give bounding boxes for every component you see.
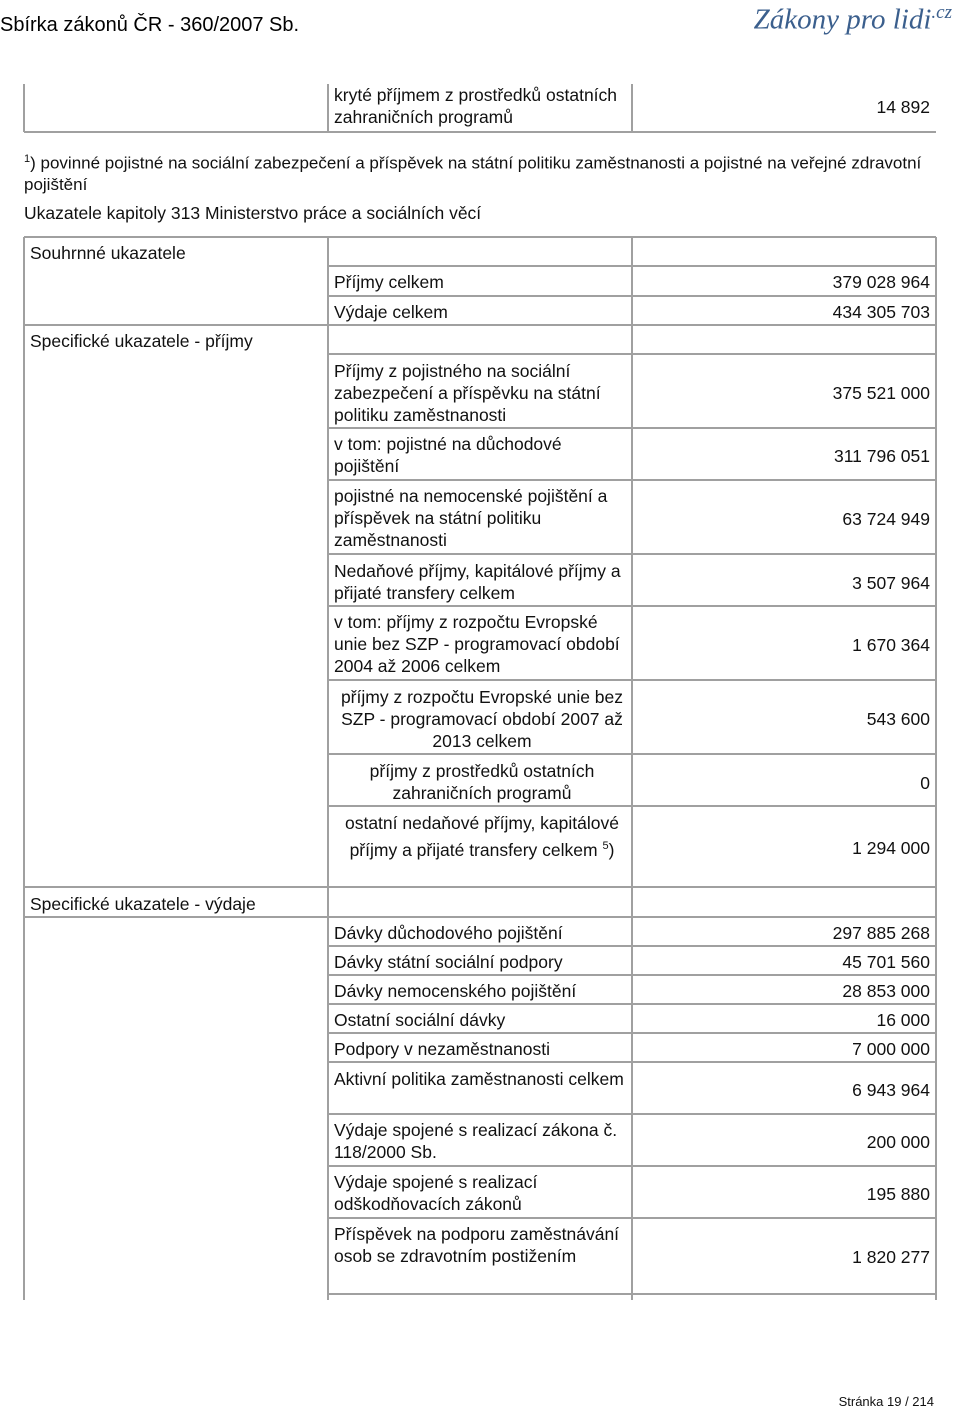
expenditure-row-value: 6 943 964 <box>852 1080 930 1100</box>
site-logo[interactable] <box>754 2 952 37</box>
revenue-row-label: Nedaňové příjmy, kapitálové příjmy a přijaté transfery celkem <box>334 561 621 603</box>
revenue-row-label-end: ) <box>608 839 615 860</box>
expenditure-row-value: 1 820 277 <box>852 1247 930 1267</box>
expenditure-row-value: 16 000 <box>876 1010 930 1030</box>
footnote-text: ) povinné pojistné na sociální zabezpečení a příspěvek na státní politiku zaměstnanosti a pojistné na veřejné zdravotní pojištění <box>24 153 922 194</box>
expenditure-row-label: Výdaje spojené s realizací odškodňovacích zákonů <box>334 1172 538 1214</box>
summary-row-label: Příjmy celkem <box>334 272 444 292</box>
revenue-row-value: 543 600 <box>866 709 930 729</box>
page-number: Stránka 19 / 214 <box>838 1394 934 1409</box>
expenditure-row-label: Výdaje spojené s realizací zákona č. 118/2000 Sb. <box>334 1120 618 1162</box>
footnote-number: 1 <box>24 153 31 165</box>
revenue-row-label: Příjmy z pojistného na sociální zabezpečení a příspěvku na státní politiku zaměstnanosti <box>334 361 601 425</box>
revenue-row-value: 63 724 949 <box>842 509 930 529</box>
expenditure-row-label: Podpory v nezaměstnanosti <box>334 1039 550 1059</box>
revenue-row-value: 1 670 364 <box>852 635 930 655</box>
section-specific-expenditure: Specifické ukazatele - výdaje <box>30 894 256 914</box>
revenue-row-label: příjmy z rozpočtu Evropské unie bez SZP - programovací období 2007 až 2013 celkem <box>340 687 624 751</box>
top-row-label: kryté příjmem z prostředků ostatních zahraničních programů <box>334 85 618 127</box>
expenditure-row-value: 200 000 <box>866 1132 930 1152</box>
revenue-row-label: příjmy z prostředků ostatních zahraničních programů <box>369 761 595 803</box>
expenditure-row-label: Příspěvek na podporu zaměstnávání osob se zdravotním postižením <box>334 1224 620 1266</box>
chapter-heading: Ukazatele kapitoly 313 Ministerstvo práce a sociálních věcí <box>24 203 482 223</box>
expenditure-row-value: 45 701 560 <box>842 952 930 972</box>
document-title: Sbírka zákonů ČR - 360/2007 Sb. <box>0 14 300 36</box>
summary-row-value: 434 305 703 <box>832 302 930 322</box>
revenue-row-label: v tom: příjmy z rozpočtu Evropské unie bez SZP - programovací období 2004 až 2006 celkem <box>334 612 620 676</box>
logo-tld: .cz <box>931 2 952 23</box>
revenue-row-label: pojistné na nemocenské pojištění a příspěvek na státní politiku zaměstnanosti <box>334 486 608 550</box>
revenue-row-value: 1 294 000 <box>852 838 930 858</box>
summary-row-label: Výdaje celkem <box>334 302 448 322</box>
expenditure-row-value: 7 000 000 <box>852 1039 930 1059</box>
expenditure-row-label: Aktivní politika zaměstnanosti celkem <box>334 1069 624 1089</box>
expenditure-row-label: Dávky státní sociální podpory <box>334 952 563 972</box>
revenue-row-value: 311 796 051 <box>833 446 930 466</box>
revenue-row-value: 0 <box>920 773 930 793</box>
footnote <box>24 149 924 195</box>
expenditure-row-label: Dávky důchodového pojištění <box>334 923 563 943</box>
revenue-row-value: 3 507 964 <box>852 573 930 593</box>
revenue-row-footnote: 5 <box>602 840 609 852</box>
summary-row-value: 379 028 964 <box>832 272 930 292</box>
revenue-row-label-text: ostatní nedaňové příjmy, kapitálové příjmy a přijaté transfery celkem <box>344 813 619 860</box>
top-row-value: 14 892 <box>876 97 930 117</box>
revenue-row-label: v tom: pojistné na důchodové pojištění <box>334 434 562 476</box>
expenditure-row-value: 297 885 268 <box>832 923 930 943</box>
revenue-row-label <box>334 812 630 862</box>
expenditure-row-value: 28 853 000 <box>842 981 930 1001</box>
expenditure-row-value: 195 880 <box>866 1184 930 1204</box>
section-summary: Souhrnné ukazatele <box>30 243 186 263</box>
expenditure-row-label: Ostatní sociální dávky <box>334 1010 506 1030</box>
logo-text: Zákony pro lidi <box>753 3 932 36</box>
expenditure-row-label: Dávky nemocenského pojištění <box>334 981 577 1001</box>
revenue-row-value: 375 521 000 <box>832 383 930 403</box>
section-specific-revenue: Specifické ukazatele - příjmy <box>30 331 253 351</box>
